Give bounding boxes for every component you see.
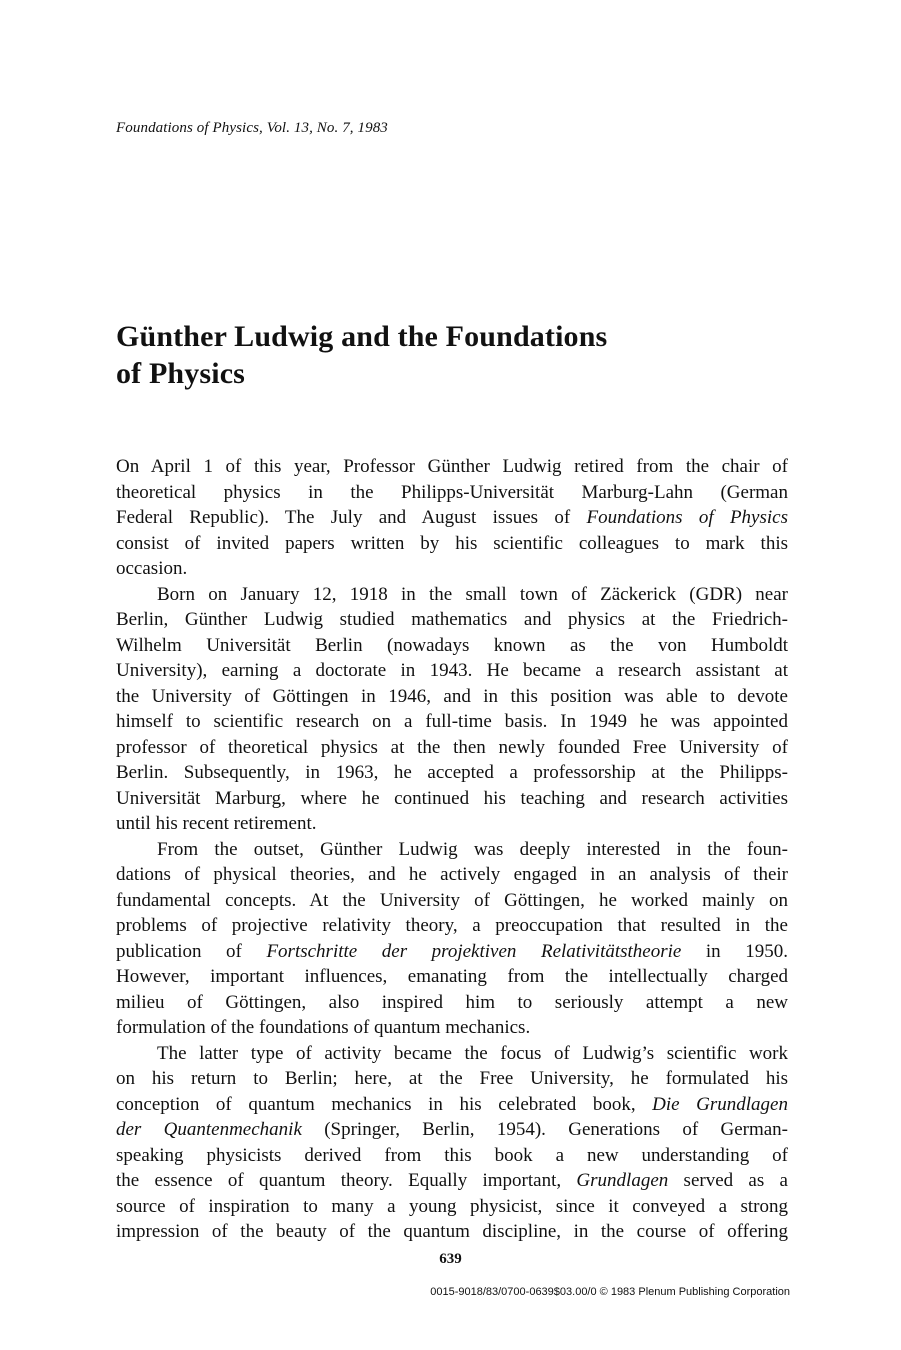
- text-run: in 1950.: [681, 940, 788, 962]
- paragraph-line: Born on January 12, 1918 in the small town of Zäckerick (GDR) near: [157, 583, 788, 605]
- paragraph-line: The latter type of activity became the focus of Ludwig’s scientific work: [157, 1042, 788, 1064]
- paragraph-line: fundamental concepts. At the University of Göttingen, he worked mainly on: [116, 889, 788, 911]
- paragraph-line: From the outset, Günther Ludwig was deeply interested in the foun-: [157, 838, 788, 860]
- text-run: served as a: [668, 1170, 788, 1191]
- paragraph-line: himself to scientific research on a full-time basis. In 1949 he was appointed: [116, 711, 788, 732]
- paragraph-line: milieu of Göttingen, also inspired him to seriously attempt a new: [116, 991, 788, 1013]
- book-title-italic: Grundlagen: [576, 1170, 669, 1191]
- paragraph-line: speaking physicists derived from this book a new understanding of: [116, 1144, 788, 1166]
- paragraph-line: dations of physical theories, and he actively engaged in an analysis of their: [116, 864, 788, 885]
- paragraph-1: [116, 454, 788, 582]
- text-run: conception of quantum mechanics in his celebrated book,: [116, 1093, 653, 1115]
- book-title-italic: Fortschritte der projektiven Relativitätstheorie: [266, 940, 682, 962]
- paragraph-line: Berlin. Subsequently, in 1963, he accepted a professorship at the Philipps-: [116, 762, 788, 783]
- journal-header: Foundations of Physics, Vol. 13, No. 7, 1983: [116, 120, 388, 136]
- paragraph-2: [116, 582, 788, 837]
- paragraph-line: Berlin, Günther Ludwig studied mathematics and physics at the Friedrich-: [116, 609, 788, 630]
- paragraph-line: consist of invited papers written by his scientific colleagues to mark this: [116, 532, 788, 554]
- book-title-italic: der Quantenmechanik: [116, 1119, 302, 1140]
- paragraph-line: [116, 1168, 788, 1194]
- text-run: Federal Republic). The July and August issues of: [116, 507, 587, 528]
- paragraph-line: the University of Göttingen in 1946, and in this position was able to devote: [116, 685, 788, 707]
- text-run: (Springer, Berlin, 1954). Generations of German-: [301, 1119, 789, 1140]
- paragraph-3: [116, 837, 788, 1041]
- paragraph-line: Wilhelm Universität Berlin (nowadays known as the von Humboldt: [116, 634, 788, 656]
- paragraph-line: University), earning a doctorate in 1943. He became a research assistant at: [116, 660, 788, 681]
- paragraph-line: problems of projective relativity theory, a preoccupation that resulted in the: [116, 915, 788, 936]
- copyright-line: 0015-9018/83/0700-0639$03.00/0 © 1983 Plenum Publishing Corporation: [430, 1286, 790, 1298]
- paragraph-line: [116, 939, 788, 965]
- article-title: [116, 318, 816, 392]
- paragraph-line: occasion.: [116, 558, 188, 579]
- article-body: [116, 454, 788, 1245]
- paragraph-line: until his recent retirement.: [116, 813, 317, 834]
- article-title-line-1: Günther Ludwig and the Foundations: [116, 320, 608, 353]
- paragraph-4: [116, 1041, 788, 1245]
- paragraph-line: [116, 1092, 788, 1118]
- article-title-line-2: of Physics: [116, 357, 245, 390]
- page-number: 639: [439, 1251, 462, 1267]
- paragraph-line: source of inspiration to many a young physicist, since it conveyed a strong: [116, 1195, 788, 1217]
- paragraph-line: [116, 505, 788, 531]
- paragraph-line: [116, 1117, 788, 1143]
- paragraph-line: Universität Marburg, where he continued his teaching and research activities: [116, 787, 788, 809]
- paragraph-line: However, important influences, emanating from the intellectually charged: [116, 966, 788, 987]
- paragraph-line: formulation of the foundations of quantum mechanics.: [116, 1017, 531, 1038]
- book-title-italic: Die Grundlagen: [652, 1093, 788, 1115]
- paragraph-line: On April 1 of this year, Professor Günther Ludwig retired from the chair of: [116, 456, 788, 477]
- journal-name-italic: Foundations of Physics: [586, 507, 788, 528]
- text-run: the essence of quantum theory. Equally important,: [116, 1170, 577, 1191]
- paragraph-line: professor of theoretical physics at the then newly founded Free University of: [116, 736, 788, 758]
- paragraph-line: on his return to Berlin; here, at the Free University, he formulated his: [116, 1068, 788, 1089]
- text-run: publication of: [116, 940, 267, 962]
- paragraph-line: impression of the beauty of the quantum discipline, in the course of offering: [116, 1221, 788, 1242]
- paragraph-line: theoretical physics in the Philipps-Universität Marburg-Lahn (German: [116, 481, 788, 503]
